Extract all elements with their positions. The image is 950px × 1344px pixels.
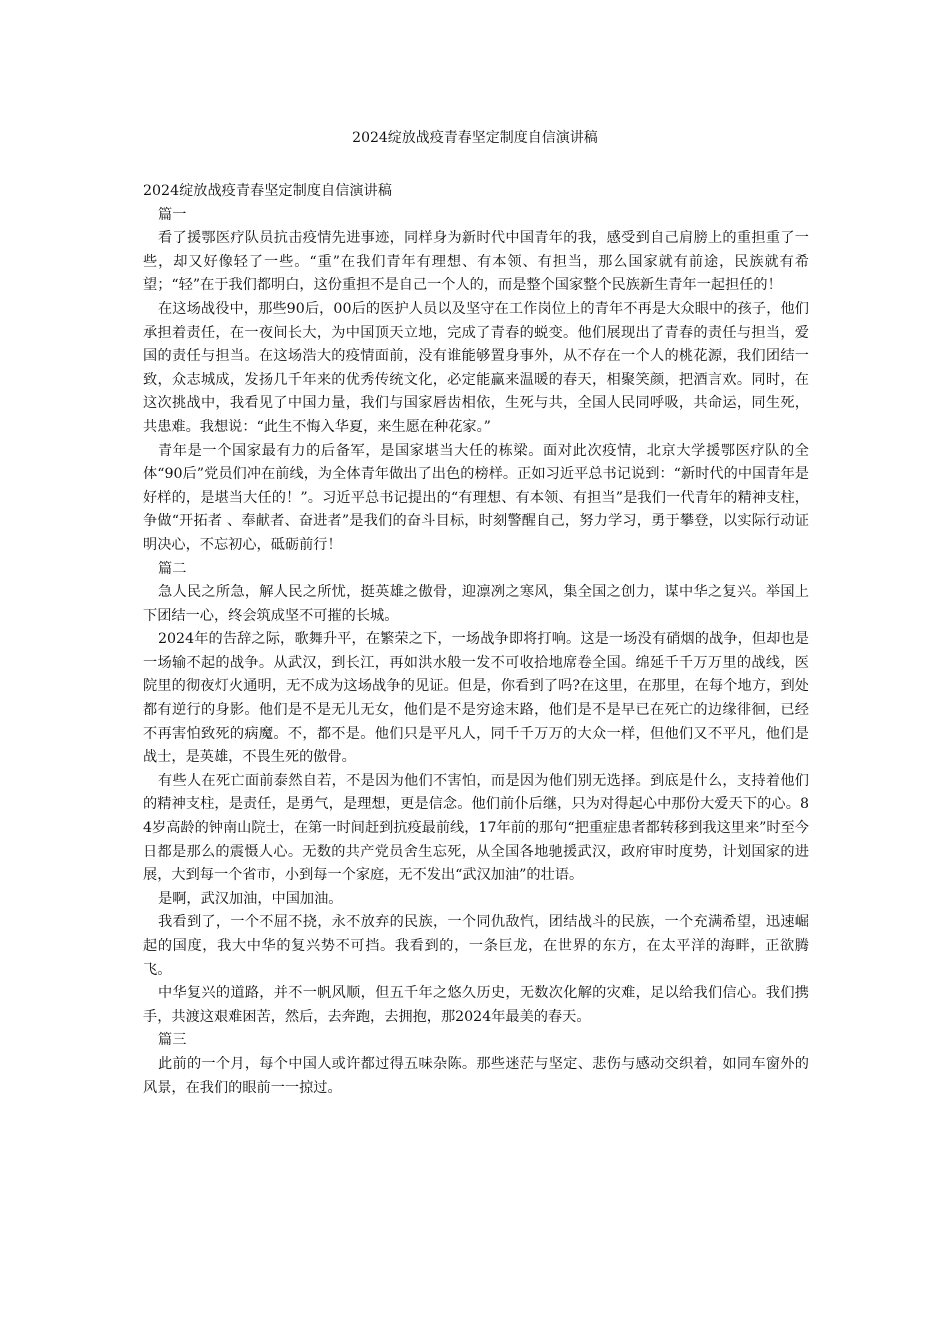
page-title: 2024绽放战疫青春坚定制度自信演讲稿 (352, 130, 598, 146)
paragraph: 青年是一个国家最有力的后备军，是国家堪当大任的栋梁。面对此次疫情，北京大学援鄂医疗队的全体“90后”党员们冲在前线，为全体青年做出了出色的榜样。正如习近平总书记说到：“新时代的中国青年是好样的，是堪当大任的！”。习近平总书记提出的“有理想、有本领、有担当”是我们一代青年的精神支柱，争做“开拓者 、奉献者、奋进者”是我们的奋斗目标，时刻警醒自己，努力学习，勇于攀登，以实际行动证明决心，不忘初心，砥砺前行！ (143, 442, 809, 553)
section-heading-2: 篇二 (158, 560, 187, 577)
paragraph: 在这场战役中，那些90后，00后的医护人员以及坚守在工作岗位上的青年不再是大众眼中的孩子，他们承担着责任，在一夜间长大，为中国顶天立地，完成了青春的蜕变。他们展现出了青春的责任与担当，爱国的责任与担当。在这场浩大的疫情面前，没有谁能够置身事外，从不存在一个人的桃花源，我们团结一致，众志城成，发扬几千年来的优秀传统文化，必定能赢来温暖的春天，相聚笑颜，把酒言欢。同时，在这次挑战中，我看见了中国力量，我们与国家唇齿相依，生死与共，全国人民同呼吸，共命运，同生死，共患难。我想说：“此生不悔入华夏，来生愿在种花家。” (143, 300, 809, 435)
paragraph: 是啊，武汉加油，中国加油。 (158, 890, 343, 907)
paragraph: 有些人在死亡面前泰然自若，不是因为他们不害怕，而是因为他们别无选择。到底是什么，支持着他们的精神支柱，是责任，是勇气，是理想，更是信念。他们前仆后继，只为对得起心中那份大爱天下的心。84岁高龄的钟南山院士，在第一时间赶到抗疫最前线，17年前的那句“把重症患者都转移到我这里来”时至今日都是那么的震慑人心。无数的共产党员舍生忘死，从全国各地驰援武汉，政府审时度势，计划国家的进展，大到每一个省市，小到每一个家庭，无不发出“武汉加油”的壮语。 (143, 772, 809, 884)
document-body (143, 180, 809, 1100)
section-heading-3: 篇三 (158, 1032, 187, 1049)
paragraph: 2024年的告辞之际，歌舞升平，在繁荣之下，一场战争即将打响。这是一场没有硝烟的战争，但却也是一场输不起的战争。从武汉，到长江，再如洪水般一发不可收拾地席卷全国。绵延千千万万里的战线，医院里的彻夜灯火通明，无不成为这场战争的见证。但是，你看到了吗?在这里，在那里，在每个地方，到处都有逆行的身影。他们是不是无儿无女，他们是不是穷途末路，他们是不是早已在死亡的边缘徘徊，已经不再害怕致死的病魔。不，都不是。他们只是平凡人，同千千万万的大众一样，但他们又不平凡，他们是战士，是英雄，不畏生死的傲骨。 (143, 631, 809, 766)
section-heading-1: 篇一 (158, 206, 187, 223)
paragraph: 此前的一个月，每个中国人或许都过得五味杂陈。那些迷茫与坚定、悲伤与感动交织着，如同车窗外的风景，在我们的眼前一一掠过。 (143, 1055, 809, 1096)
paragraph: 我看到了，一个不屈不挠，永不放弃的民族，一个同仇敌忾，团结战斗的民族，一个充满希望，迅速崛起的国度，我大中华的复兴势不可挡。我看到的，一条巨龙，在世界的东方，在太平洋的海畔，正欲腾飞。 (143, 914, 809, 978)
paragraph: 中华复兴的道路，并不一帆风顺，但五千年之悠久历史，无数次化解的灾难，足以给我们信心。我们携手，共渡这艰难困苦，然后，去奔跑，去拥抱，那2024年最美的春天。 (143, 985, 809, 1025)
paragraph: 看了援鄂医疗队员抗击疫情先进事迹，同样身为新时代中国青年的我，感受到自己肩膀上的重担重了一些，却又好像轻了一些。“重”在我们青年有理想、有本领、有担当，那么国家就有前途，民族就有希望；“轻”在于我们都明白，这份重担不是自己一个人的，而是整个国家整个民族新生青年一起担任的！ (143, 230, 809, 294)
document-subtitle: 2024绽放战疫青春坚定制度自信演讲稿 (143, 183, 392, 199)
paragraph: 急人民之所急，解人民之所忧，挺英雄之傲骨，迎凛冽之寒风，集全国之创力，谋中华之复兴。举国上下团结一心，终会筑成坚不可摧的长城。 (143, 584, 809, 624)
